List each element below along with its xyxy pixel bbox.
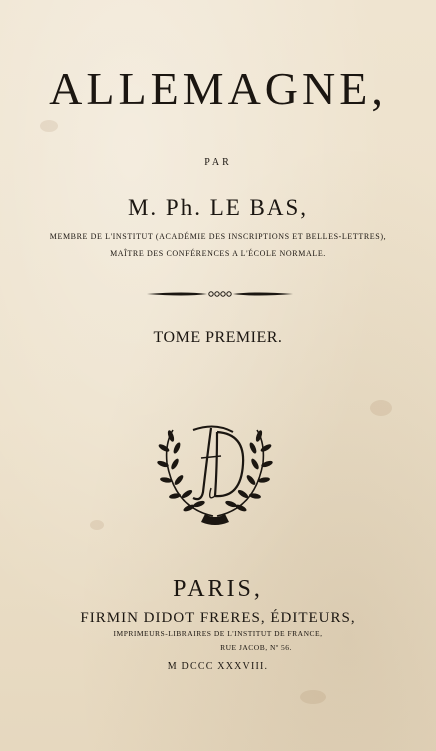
volume-label: TOME PREMIER. (153, 329, 283, 346)
publisher-description: IMPRIMEURS-LIBRAIRES DE L'INSTITUT DE FRANCE, (113, 629, 323, 638)
author-name: M. Ph. LE BAS, (127, 195, 309, 220)
author-credentials-1: MEMBRE DE L'INSTITUT (ACADÉMIE DES INSCRIPTIONS ET BELLES-LETTRES), (49, 232, 387, 241)
by-line: PAR (204, 157, 232, 168)
publisher-name: FIRMIN DIDOT FRERES, ÉDITEURS, (80, 610, 356, 626)
publisher-address: RUE JACOB, Nº 56. (220, 643, 292, 652)
publisher-monogram-emblem (155, 418, 275, 528)
ornamental-rule (145, 288, 295, 300)
book-title: ALLEMAGNE, (49, 63, 387, 114)
author-credentials-2: MAÎTRE DES CONFÉRENCES A L'ÉCOLE NORMALE. (110, 249, 326, 258)
publication-year: M DCCC XXXVIII. (167, 661, 269, 672)
imprint-city: PARIS, (173, 576, 263, 602)
